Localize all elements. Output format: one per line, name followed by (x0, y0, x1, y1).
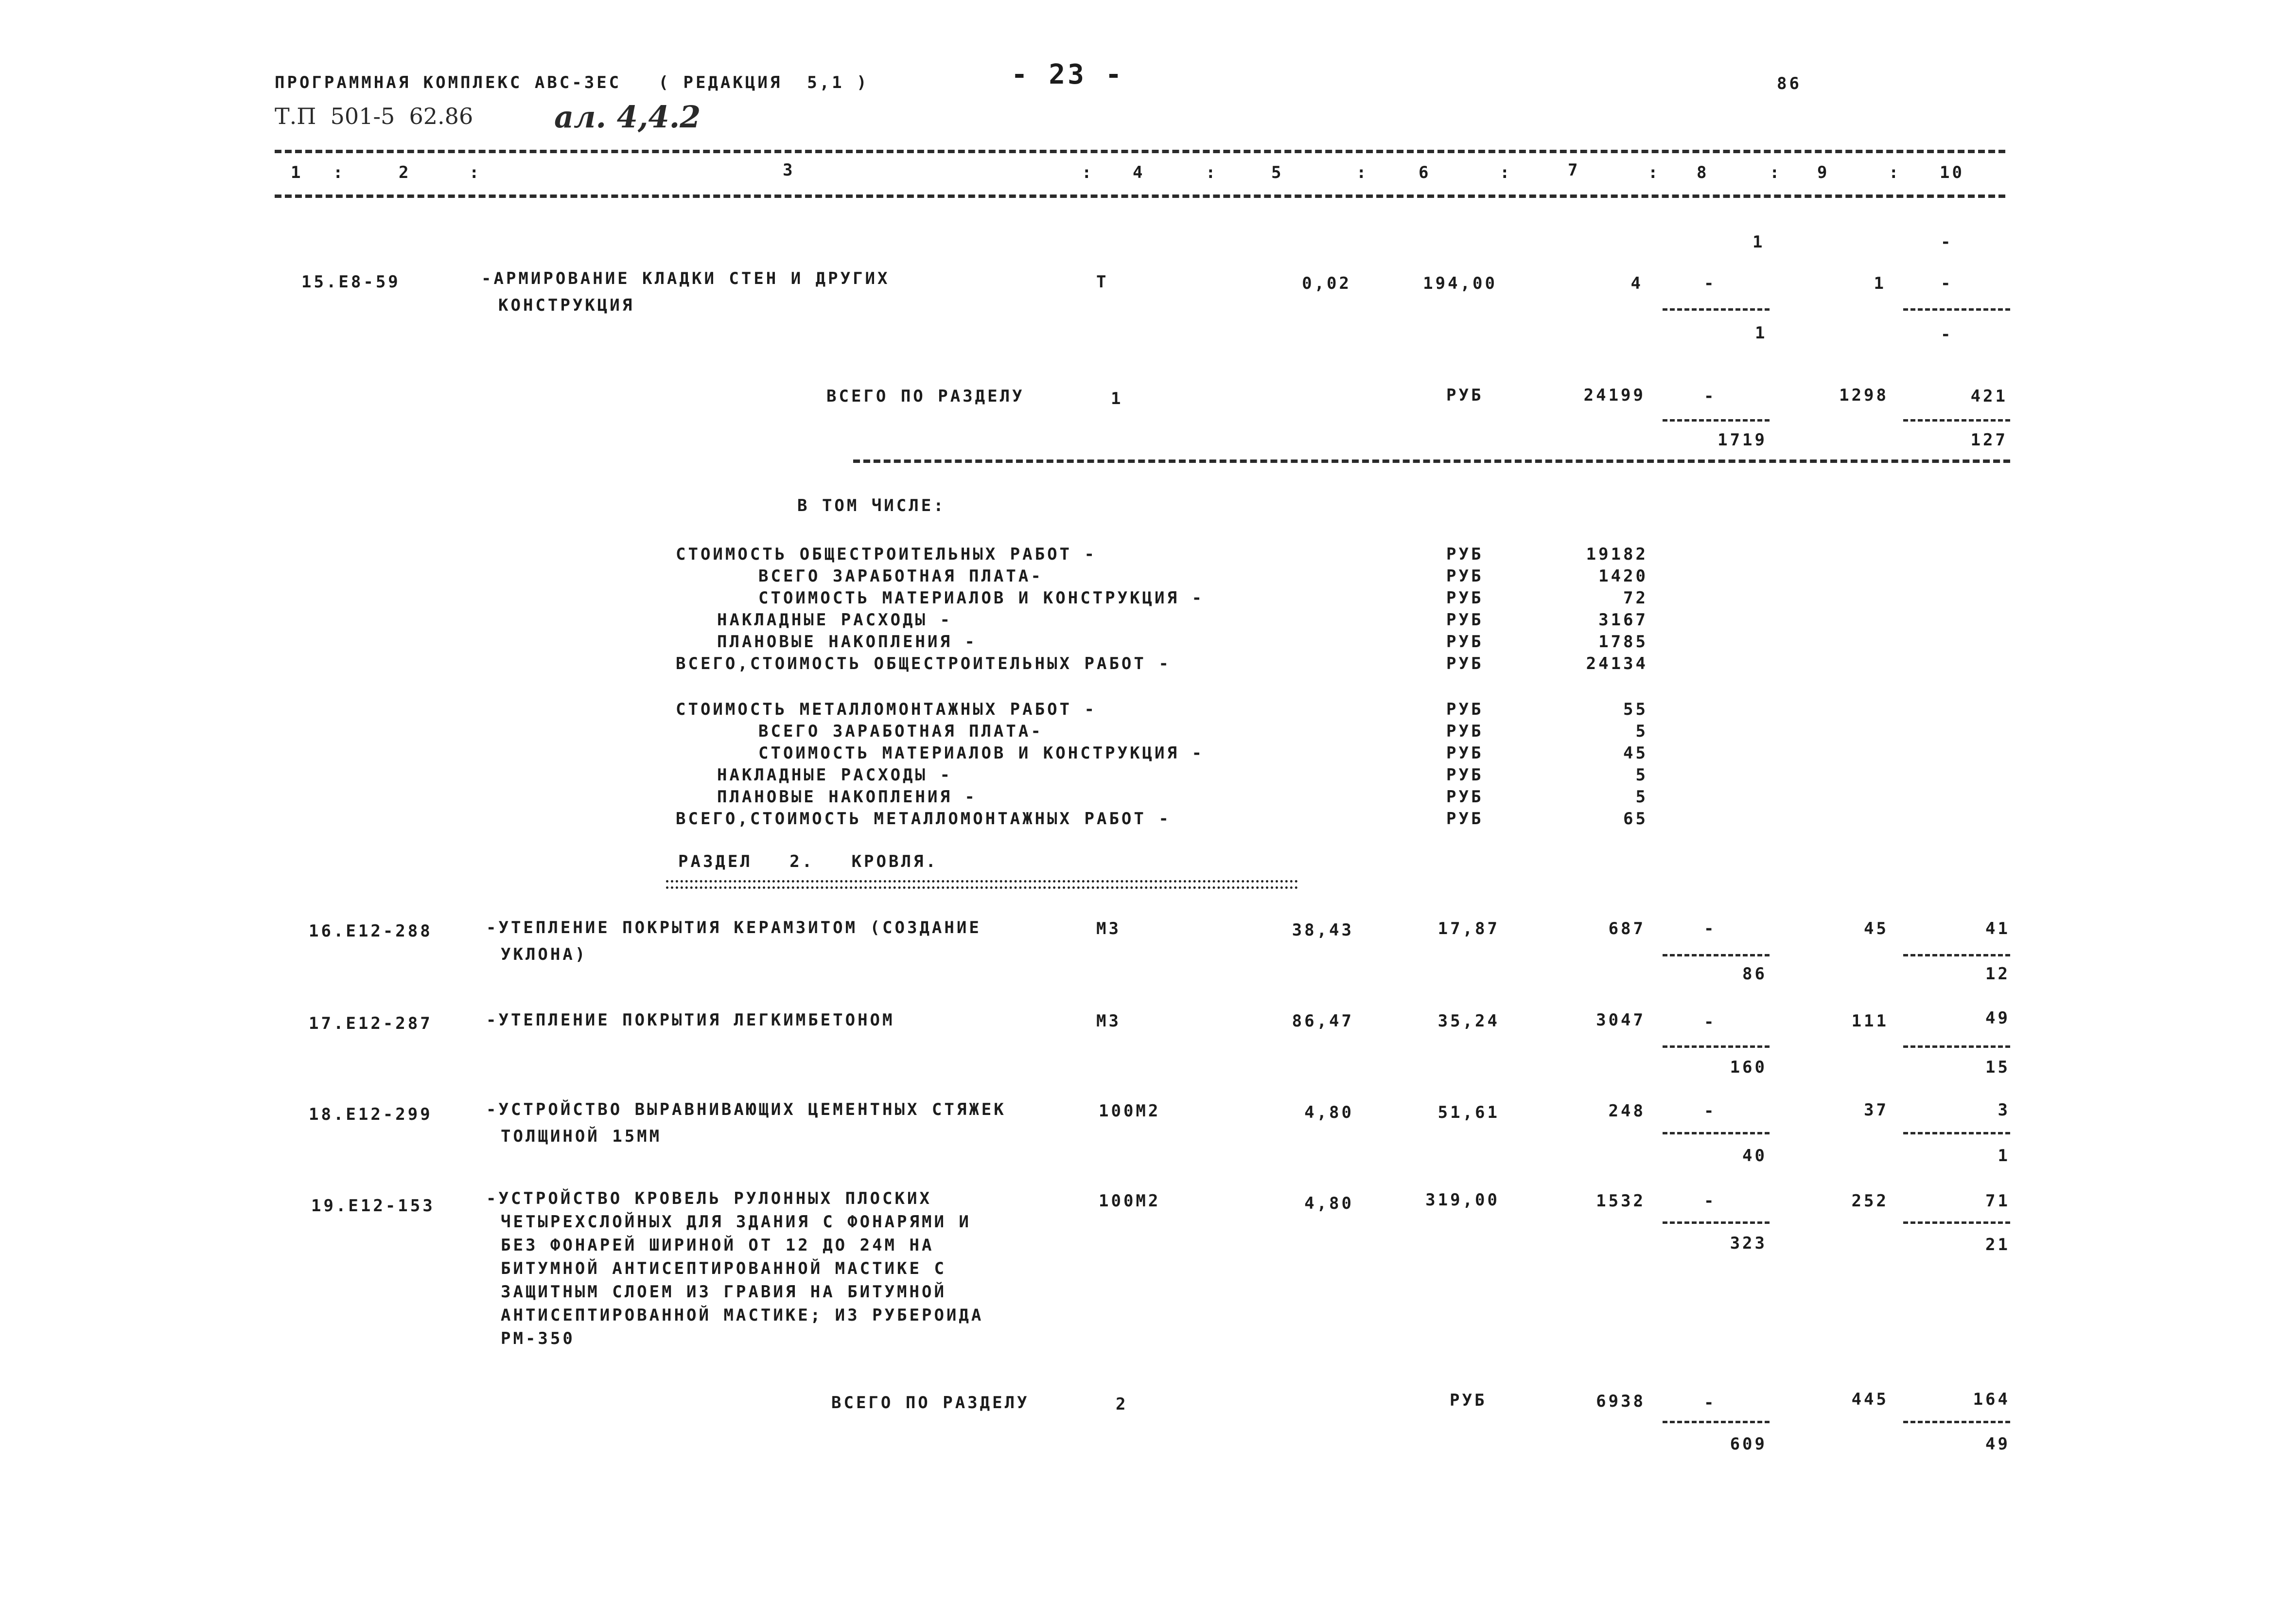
item19-col9: 252 (1851, 1191, 1889, 1211)
general-line-2-unit: РУБ (1446, 566, 1484, 586)
item19-desc-5: ЗАЩИТНЫМ СЛОЕМ ИЗ ГРАВИЯ НА БИТУМНОЙ (501, 1282, 946, 1302)
section1-total-label: ВСЕГО ПО РАЗДЕЛУ (826, 387, 1025, 406)
item16-desc-2: УКЛОНА) (501, 945, 588, 964)
item15-col10-bottom: - (1941, 325, 1953, 344)
general-line-2-label: ВСЕГО ЗАРАБОТНАЯ ПЛАТА- (758, 566, 1043, 586)
item15-col8-bottom: 1 (1755, 323, 1768, 343)
general-line-5-unit: РУБ (1446, 632, 1484, 652)
item19-col8-bottom: 323 (1730, 1234, 1767, 1253)
item15-col10-top: - (1941, 232, 1953, 252)
general-line-2-value: 1420 (1598, 566, 1648, 586)
section2-total-col10-bottom: 49 (1985, 1434, 2010, 1454)
metal-line-2-unit: РУБ (1446, 722, 1484, 741)
item16-col8-bottom: 86 (1742, 964, 1767, 984)
col-8-header: 8 (1697, 163, 1709, 182)
section1-total-col10-bottom: 127 (1970, 430, 2008, 450)
section2-total-col10-top: 164 (1973, 1390, 2010, 1409)
program-header: ПРОГРАММНАЯ КОМПЛЕКС АВС-3ЕС ( РЕДАКЦИЯ 5,1 ) (275, 73, 869, 92)
item17-price: 35,24 (1437, 1011, 1500, 1031)
item16-col9: 45 (1864, 919, 1889, 938)
metal-line-6-label: ВСЕГО,СТОИМОСТЬ МЕТАЛЛОМОНТАЖНЫХ РАБОТ - (676, 809, 1171, 829)
col-2-header: 2 (399, 163, 411, 182)
item15-unit: Т (1096, 272, 1109, 292)
item19-col10-top: 71 (1985, 1191, 2010, 1211)
item19-total: 1532 (1596, 1191, 1646, 1211)
item16-col10-top: 41 (1985, 919, 2010, 938)
section1-total-col8: - (1704, 387, 1717, 406)
item19-col8: - (1704, 1191, 1717, 1211)
item19-desc-2: ЧЕТЫРЕХСЛОЙНЫХ ДЛЯ ЗДАНИЯ С ФОНАРЯМИ И (501, 1212, 971, 1232)
item15-desc-1: -АРМИРОВАНИЕ КЛАДКИ СТЕН И ДРУГИХ (481, 269, 890, 288)
item19-price: 319,00 (1425, 1190, 1500, 1210)
metal-line-4-value: 5 (1635, 765, 1648, 785)
general-line-6-label: ВСЕГО,СТОИМОСТЬ ОБЩЕСТРОИТЕЛЬНЫХ РАБОТ - (676, 654, 1171, 673)
col-9-header: 9 (1817, 163, 1830, 182)
item17-desc-1: -УТЕПЛЕНИЕ ПОКРЫТИЯ ЛЕГКИМБЕТОНОМ (486, 1010, 895, 1030)
item17-quantity: 86,47 (1292, 1011, 1354, 1031)
item19-desc-7: РМ-350 (501, 1329, 575, 1348)
general-line-5-value: 1785 (1598, 632, 1648, 652)
item19-unit: 100М2 (1099, 1191, 1161, 1211)
item17-unit: М3 (1096, 1011, 1121, 1031)
header-rule-bottom (275, 194, 2005, 198)
metal-line-1-unit: РУБ (1446, 700, 1484, 719)
section1-total-col9: 1298 (1839, 386, 1889, 405)
item15-col10-mid: - (1941, 274, 1953, 293)
section2-total-col8: - (1704, 1393, 1717, 1413)
item15-code: 15.Е8-59 (301, 272, 401, 292)
item18-desc-1: -УСТРОЙСТВО ВЫРАВНИВАЮЩИХ ЦЕМЕНТНЫХ СТЯЖЕК (486, 1100, 1006, 1119)
item18-price: 51,61 (1437, 1103, 1500, 1122)
item16-desc-1: -УТЕПЛЕНИЕ ПОКРЫТИЯ КЕРАМЗИТОМ (СОЗДАНИЕ (486, 918, 981, 937)
general-line-6-value: 24134 (1586, 654, 1648, 673)
general-line-1-value: 19182 (1586, 545, 1648, 564)
section1-total-amount: 24199 (1583, 386, 1646, 405)
general-line-5-label: ПЛАНОВЫЕ НАКОПЛЕНИЯ - (717, 632, 977, 652)
metal-line-5-label: ПЛАНОВЫЕ НАКОПЛЕНИЯ - (717, 787, 977, 807)
item17-col10-top: 49 (1985, 1008, 2010, 1028)
item18-col10-bottom: 1 (1998, 1146, 2010, 1166)
estimate-page: ПРОГРАММНАЯ КОМПЛЕКС АВС-3ЕС ( РЕДАКЦИЯ 5,1 ) - 23 - 86 Т.П 501-5 62.86 ал. 4,4.2 1 : 2 : 3 : 4 : 5 : 6 : 7 : 8 : 9 : 10 1 - 15.Е8-59 -АРМИРОВАНИЕ КЛАДКИ СТЕН И ДРУГИХ КОНСТРУКЦИЯ Т 0,02 194,00 4 - 1 - 1 - ВСЕГО ПО РАЗДЕЛУ 1 РУБ 24199 - 1298 421 1719 127 В ТОМ ЧИСЛЕ: СТОИМОСТЬ ОБЩЕСТРОИТЕЛЬНЫХ РАБОТ - ВСЕГО ЗАРАБОТНАЯ ПЛАТА- СТОИМОСТЬ МАТЕРИАЛОВ И КОНСТРУКЦИЯ - НАКЛАДНЫЕ РАСХОДЫ - ПЛАНОВЫЕ НАКОПЛЕНИЯ - ВСЕГО,СТОИМОСТЬ ОБЩЕСТРОИТЕЛЬНЫХ РАБОТ - РУБ РУБ РУБ РУБ РУБ РУБ 19182 1420 72 3167 1785 24134 СТОИМОСТЬ МЕТАЛЛОМОНТАЖНЫХ РАБОТ - ВСЕГО ЗАРАБОТНАЯ ПЛАТА- СТОИМОСТЬ МАТЕРИАЛОВ И КОНСТРУКЦИЯ - НАКЛАДНЫЕ РАСХОДЫ - ПЛАНОВЫЕ НАКОПЛЕНИЯ - ВСЕГО,СТОИМОСТЬ МЕТАЛЛОМОНТАЖНЫХ РАБОТ - РУБ РУБ РУБ РУБ РУБ РУБ 55 5 45 5 5 65 РАЗДЕЛ 2. КРОВЛЯ. 16.Е12-288 -УТЕПЛЕНИЕ ПОКРЫТИЯ КЕРАМЗИТОМ (СОЗДАНИЕ УКЛОНА) М3 38,43 17,87 687 - 45 41 86 12 17.Е12-287 -УТЕПЛЕНИЕ ПОКРЫТИЯ ЛЕГКИМБЕТОНОМ М3 86,47 35,24 3047 - 111 49 160 15 18.Е12-299 -УСТРОЙСТВО ВЫРАВНИВАЮЩИХ ЦЕМЕНТНЫХ СТЯЖЕК ТОЛЩИНОЙ 15ММ 100М2 4,80 51,61 248 - 37 3 40 1 19.Е12-153 -УСТРОЙСТВО КРОВЕЛЬ РУЛОННЫХ ПЛОСКИХ ЧЕТЫРЕХСЛОЙНЫХ ДЛЯ ЗДАНИЯ С ФОНАРЯМИ И БЕЗ ФОНАРЕЙ ШИРИНОЙ ОТ 12 ДО 24М НА БИТУМНОЙ АНТИСЕПТИРОВАННОЙ МАСТИКЕ С ЗАЩИТНЫМ СЛОЕМ ИЗ ГРАВИЯ НА БИТУМНОЙ АНТИСЕПТИРОВАННОЙ МАСТИКЕ; ИЗ РУБЕРОИДА РМ-350 100М2 4,80 319,00 1532 - 252 71 323 21 ВСЕГО ПО РАЗДЕЛУ 2 РУБ 6938 - 445 164 609 49 (275, 59, 2010, 1454)
item15-col8-top: 1 (1753, 232, 1765, 252)
item17-col8: - (1704, 1012, 1717, 1032)
item19-desc-3: БЕЗ ФОНАРЕЙ ШИРИНОЙ ОТ 12 ДО 24М НА (501, 1236, 934, 1255)
item19-desc-1: -УСТРОЙСТВО КРОВЕЛЬ РУЛОННЫХ ПЛОСКИХ (486, 1189, 932, 1208)
item17-col8-bottom: 160 (1730, 1058, 1767, 1077)
col-7-header: 7 (1568, 160, 1580, 180)
general-line-4-value: 3167 (1598, 610, 1648, 630)
item18-quantity: 4,80 (1304, 1103, 1354, 1122)
item18-col8-bottom: 40 (1742, 1146, 1767, 1166)
section2-heading: РАЗДЕЛ 2. КРОВЛЯ. (678, 852, 938, 871)
general-line-4-label: НАКЛАДНЫЕ РАСХОДЫ - (717, 610, 952, 630)
section2-total-col8-bottom: 609 (1730, 1434, 1767, 1454)
item16-code: 16.Е12-288 (309, 921, 433, 941)
section2-total-col9: 445 (1851, 1390, 1889, 1409)
item16-unit: М3 (1096, 919, 1121, 938)
section2-total-number: 2 (1116, 1395, 1128, 1414)
metal-line-3-value: 45 (1623, 743, 1648, 763)
section2-total-unit: РУБ (1450, 1391, 1487, 1410)
item17-col10-bottom: 15 (1985, 1058, 2010, 1077)
item15-price: 194,00 (1423, 274, 1497, 293)
metal-line-5-value: 5 (1635, 787, 1648, 807)
section1-total-number: 1 (1111, 389, 1123, 408)
item19-desc-4: БИТУМНОЙ АНТИСЕПТИРОВАННОЙ МАСТИКЕ С (501, 1259, 946, 1278)
general-line-1-unit: РУБ (1446, 545, 1484, 564)
item15-total: 4 (1630, 274, 1643, 293)
metal-line-5-unit: РУБ (1446, 787, 1484, 807)
col-3-header: 3 (783, 160, 795, 180)
item18-col10-top: 3 (1998, 1100, 2010, 1120)
metal-line-6-value: 65 (1623, 809, 1648, 829)
item16-total: 687 (1608, 919, 1646, 938)
item19-code: 19.Е12-153 (311, 1196, 435, 1216)
item17-total: 3047 (1596, 1010, 1646, 1030)
general-line-1-label: СТОИМОСТЬ ОБЩЕСТРОИТЕЛЬНЫХ РАБОТ - (676, 545, 1097, 564)
item16-col10-bottom: 12 (1985, 964, 2010, 984)
section1-total-unit: РУБ (1446, 386, 1484, 405)
metal-line-4-unit: РУБ (1446, 765, 1484, 785)
general-line-3-value: 72 (1623, 588, 1648, 608)
item18-code: 18.Е12-299 (309, 1105, 433, 1124)
item18-col9: 37 (1864, 1100, 1889, 1120)
metal-line-2-label: ВСЕГО ЗАРАБОТНАЯ ПЛАТА- (758, 722, 1043, 741)
item15-desc-2: КОНСТРУКЦИЯ (498, 296, 635, 315)
item18-desc-2: ТОЛЩИНОЙ 15ММ (501, 1127, 662, 1146)
general-line-4-unit: РУБ (1446, 610, 1484, 630)
item19-quantity: 4,80 (1304, 1194, 1354, 1213)
metal-line-6-unit: РУБ (1446, 809, 1484, 829)
item17-col9: 111 (1851, 1011, 1889, 1031)
sheet-number: 86 (1777, 74, 1802, 93)
item17-code: 17.Е12-287 (309, 1014, 433, 1033)
col-5-header: 5 (1271, 163, 1284, 182)
section2-total-label: ВСЕГО ПО РАЗДЕЛУ (831, 1393, 1030, 1413)
metal-line-2-value: 5 (1635, 722, 1648, 741)
section2-heading-underline (666, 880, 1298, 889)
item19-desc-6: АНТИСЕПТИРОВАННОЙ МАСТИКЕ; ИЗ РУБЕРОИДА (501, 1306, 984, 1325)
col-10-header: 10 (1940, 163, 1964, 182)
col-6-header: 6 (1419, 163, 1431, 182)
project-code: Т.П 501-5 62.86 (275, 103, 473, 129)
general-line-3-unit: РУБ (1446, 588, 1484, 608)
item18-col8: - (1704, 1101, 1717, 1121)
general-line-3-label: СТОИМОСТЬ МАТЕРИАЛОВ И КОНСТРУКЦИЯ - (758, 588, 1204, 608)
item15-col9: 1 (1874, 274, 1886, 293)
metal-line-1-label: СТОИМОСТЬ МЕТАЛЛОМОНТАЖНЫХ РАБОТ - (676, 700, 1097, 719)
section1-total-col8-bottom: 1719 (1718, 430, 1767, 450)
item15-col8-mid: - (1704, 274, 1717, 293)
item15-quantity: 0,02 (1302, 274, 1351, 293)
col-4-header: 4 (1133, 163, 1145, 182)
item16-quantity: 38,43 (1292, 920, 1354, 940)
section1-total-col10-top: 421 (1970, 387, 2008, 406)
including-title: В ТОМ ЧИСЛЕ: (797, 496, 946, 515)
page-number: - 23 - (1011, 59, 1124, 90)
item16-price: 17,87 (1437, 919, 1500, 938)
col-1-header: 1 (291, 163, 303, 182)
section2-total-amount: 6938 (1596, 1392, 1646, 1411)
handwritten-mark: ал. 4,4.2 (554, 99, 701, 135)
metal-line-3-label: СТОИМОСТЬ МАТЕРИАЛОВ И КОНСТРУКЦИЯ - (758, 743, 1204, 763)
general-line-6-unit: РУБ (1446, 654, 1484, 673)
item18-unit: 100М2 (1099, 1101, 1161, 1121)
item19-col10-bottom: 21 (1985, 1235, 2010, 1255)
item18-total: 248 (1608, 1101, 1646, 1121)
metal-line-4-label: НАКЛАДНЫЕ РАСХОДЫ - (717, 765, 952, 785)
item16-col8: - (1704, 919, 1717, 938)
metal-line-1-value: 55 (1623, 700, 1648, 719)
metal-line-3-unit: РУБ (1446, 743, 1484, 763)
header-rule-top (275, 150, 2005, 153)
